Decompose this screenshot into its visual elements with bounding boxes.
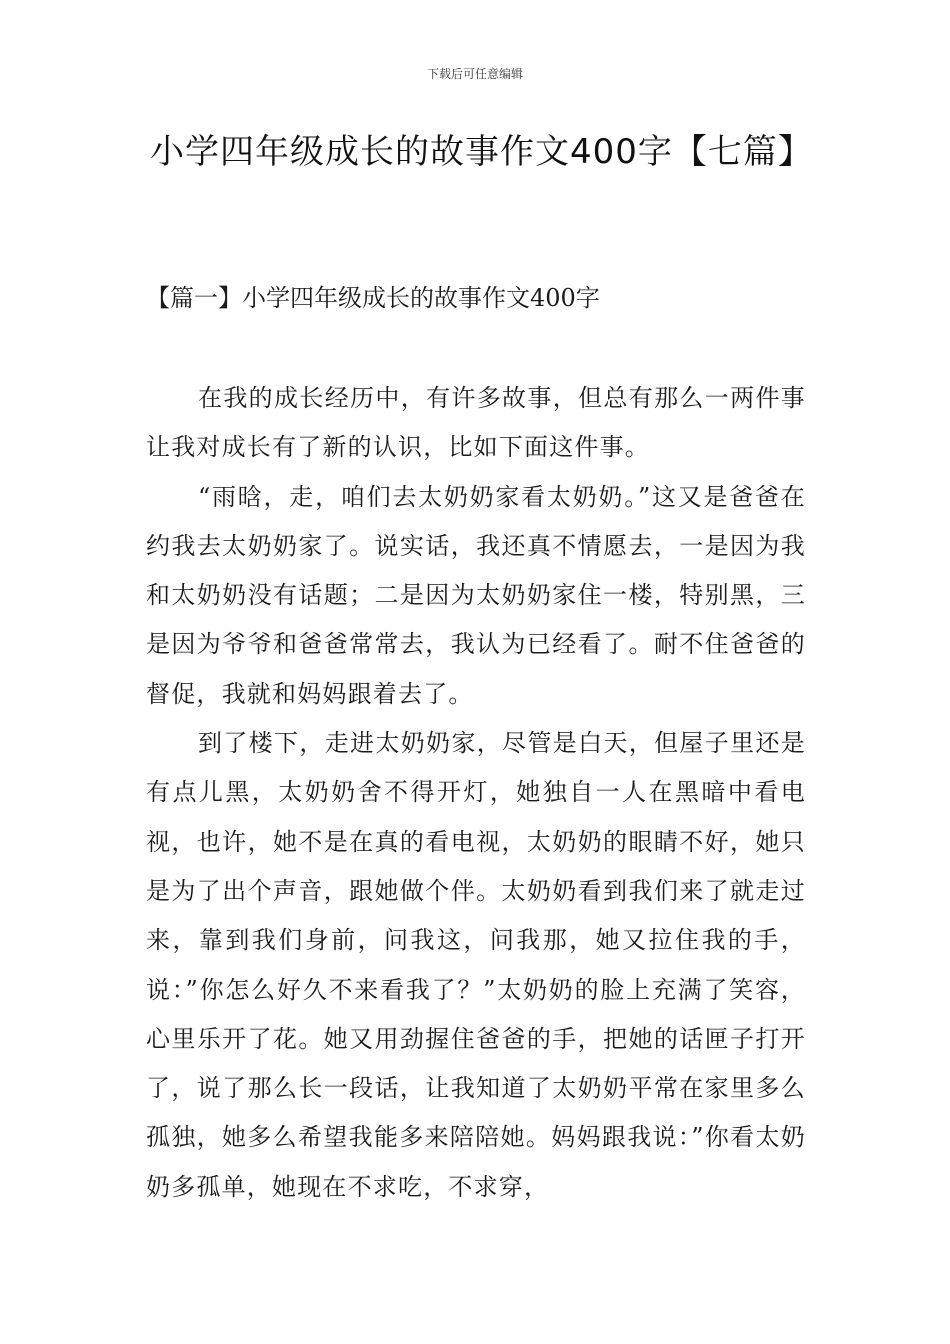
header-note: 下载后可任意编辑 xyxy=(426,67,523,81)
body-text xyxy=(146,374,806,1212)
section-heading: 【篇一】小学四年级成长的故事作文400字 xyxy=(146,284,600,312)
paragraph: 在我的成长经历中，有许多故事，但总有那么一两件事让我对成长有了新的认识，比如下面这件事。 xyxy=(146,384,806,462)
paragraph: “雨晗，走，咱们去太奶奶家看太奶奶。”这又是爸爸在约我去太奶奶家了。说实话，我还真不情愿去，一是因为我和太奶奶没有话题；二是因为太奶奶家住一楼，特别黑，三是因为爷爷和爸爸常常去，我认为已经看了。耐不住爸爸的督促，我就和妈妈跟着去了。 xyxy=(146,482,806,708)
document-title: 小学四年级成长的故事作文400字【七篇】 xyxy=(150,132,813,172)
paragraph: 到了楼下，走进太奶奶家，尽管是白天，但屋子里还是有点儿黑，太奶奶舍不得开灯，她独自一人在黑暗中看电视，也许，她不是在真的看电视，太奶奶的眼睛不好，她只是为了出个声音，跟她做个伴。太奶奶看到我们来了就走过来，靠到我们身前，问我这，问我那，她又拉住我的手，说：”你怎么好久不来看我了？”太奶奶的脸上充满了笑容，心里乐开了花。她又用劲握住爸爸的手，把她的话匣子打开了，说了那么长一段话，让我知道了太奶奶平常在家里多么孤独，她多么希望我能多来陪陪她。妈妈跟我说：”你看太奶奶多孤单，她现在不求吃，不求穿， xyxy=(146,729,806,1201)
